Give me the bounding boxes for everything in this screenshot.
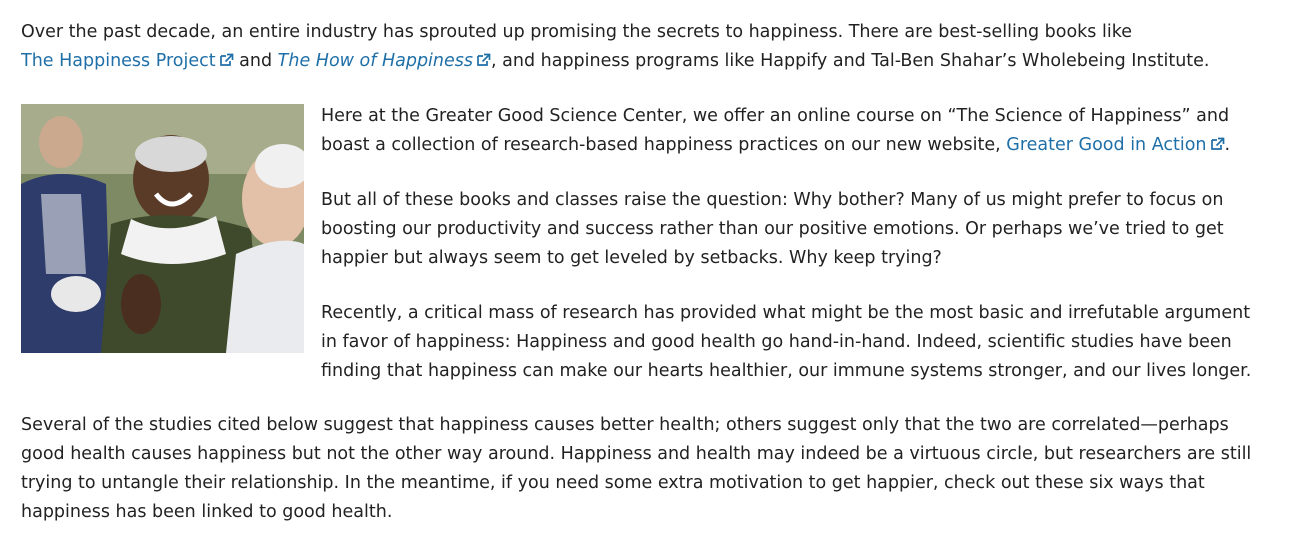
article-body	[21, 18, 1261, 527]
greater-good-in-action-link[interactable]	[1006, 135, 1224, 155]
external-link-icon	[1210, 137, 1225, 151]
why-bother-paragraph: But all of these books and classes raise the question: Why bother? Many of us might prefer to focus on boosting our productivity and success rather than our positive emotions. Or perhaps we’ve tried to get happier but always seem to get leveled by setbacks. Why keep trying?	[321, 190, 1224, 268]
external-link-icon	[476, 53, 491, 67]
studies-paragraph: Several of the studies cited below suggest that happiness causes better health; others suggest only that the two are correlated—perhaps good health causes happiness but not the other way around. Happiness and health may indeed be a virtuous circle, but researchers are still trying to untangle their relationship. In the meantime, if you need some extra motivation to get happier, check out these six ways that happiness has been linked to good health.	[21, 415, 1252, 522]
how-of-happiness-link[interactable]	[278, 51, 491, 71]
how-of-happiness-link-label: The How of Happiness	[277, 51, 474, 71]
image-and-text-block	[21, 102, 1261, 386]
research-paragraph: Recently, a critical mass of research has provided what might be the most basic and irrefutable argument in favor of happiness: Happiness and good health go hand-in-hand. Indeed, scientific studies have been finding that happiness can make our hearts healthier, our immune systems stronger, and our lives longer.	[321, 303, 1252, 381]
intro-text-and: and	[233, 51, 278, 71]
greater-good-in-action-link-label: Greater Good in Action	[1006, 135, 1207, 155]
happiness-project-link[interactable]	[21, 51, 234, 71]
intro-text-start: Over the past decade, an entire industry has sprouted up promising the secrets to happiness. There are best-selling books like	[21, 22, 1132, 42]
external-link-icon	[219, 53, 234, 67]
side-text-column	[321, 102, 1261, 386]
intro-text-end: , and happiness programs like Happify and Tal-Ben Shahar’s Wholebeing Institute.	[491, 51, 1210, 71]
laughing-men-photo-icon	[21, 104, 304, 353]
article-photo	[21, 104, 304, 353]
course-text-end: .	[1224, 135, 1231, 155]
happiness-project-link-label: The Happiness Project	[21, 51, 216, 71]
course-text: Here at the Greater Good Science Center, we offer an online course on “The Science of Happiness” and boast a collection of research-based happiness practices on our new website,	[321, 106, 1230, 155]
course-paragraph	[321, 102, 1261, 160]
intro-paragraph	[21, 18, 1261, 76]
